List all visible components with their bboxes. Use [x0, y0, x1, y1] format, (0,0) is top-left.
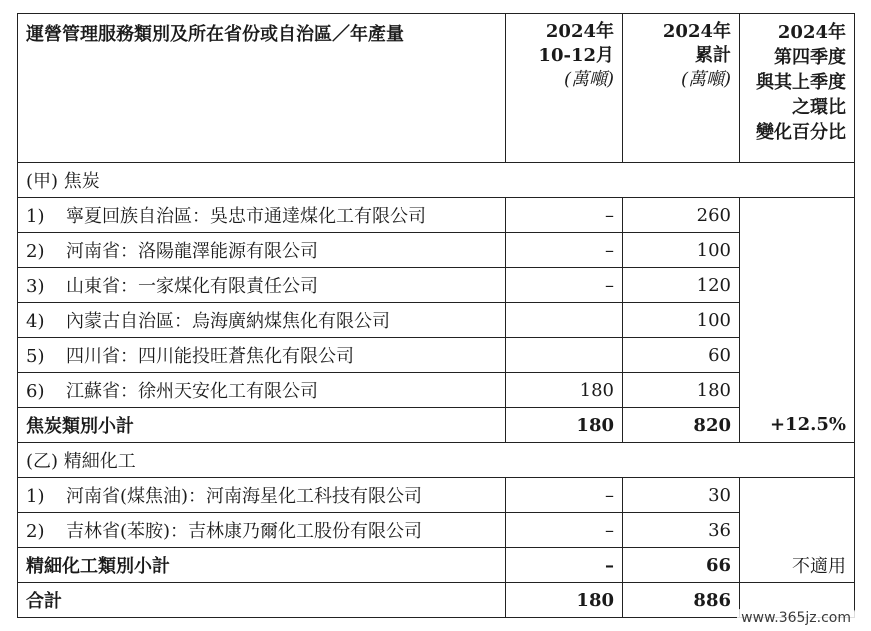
subtotal-label: 精細化工類別小計 — [18, 548, 506, 583]
qoq-header-line1: 2024年 — [777, 22, 846, 43]
table-row — [18, 303, 855, 338]
total-ytd-value: 886 — [623, 583, 740, 618]
row-ytd-value: 100 — [623, 233, 740, 268]
table-row — [18, 513, 855, 548]
ytd-header-period: 累計 — [695, 45, 731, 66]
q4-header-year: 2024年 — [545, 21, 614, 42]
row-label — [18, 373, 506, 408]
q4-header-unit: (萬噸) — [563, 69, 614, 90]
row-q4-value — [506, 338, 623, 373]
qoq-header-line2: 第四季度 — [774, 47, 846, 68]
subtotal-row — [18, 548, 855, 583]
row-index: 1) — [26, 486, 45, 507]
total-q4-value: 180 — [506, 583, 623, 618]
ytd-header-unit: (萬噸) — [680, 69, 731, 90]
row-name: 四川省：四川能投旺蒼焦化有限公司 — [66, 346, 354, 367]
subtotal-row — [18, 408, 855, 443]
subtotal-qoq-value: +12.5% — [740, 408, 855, 443]
row-ytd-value: 260 — [623, 198, 740, 233]
production-table — [17, 13, 855, 618]
table-row — [18, 373, 855, 408]
section-a-title-row — [18, 163, 855, 198]
total-row — [18, 583, 855, 618]
qoq-empty-cell — [740, 478, 855, 548]
row-label — [18, 303, 506, 338]
row-label — [18, 233, 506, 268]
row-label — [18, 268, 506, 303]
row-name: 寧夏回族自治區：吳忠市通達煤化工有限公司 — [66, 206, 426, 227]
subtotal-ytd-value: 820 — [623, 408, 740, 443]
row-index: 3) — [26, 276, 45, 297]
row-q4-value: – — [506, 198, 623, 233]
row-ytd-value: 30 — [623, 478, 740, 513]
row-index: 2) — [26, 241, 45, 262]
qoq-header-line5: 變化百分比 — [756, 122, 846, 143]
row-index: 2) — [26, 521, 45, 542]
row-index: 4) — [26, 311, 45, 332]
row-index: 1) — [26, 206, 45, 227]
table-row — [18, 338, 855, 373]
row-name: 河南省：洛陽龍澤能源有限公司 — [66, 241, 318, 262]
table-row — [18, 478, 855, 513]
category-column-header: 運營管理服務類別及所在省份或自治區／年產量 — [18, 14, 506, 163]
total-label: 合計 — [18, 583, 506, 618]
subtotal-ytd-value: 66 — [623, 548, 740, 583]
qoq-header-line3: 與其上季度 — [756, 72, 846, 93]
row-q4-value: – — [506, 513, 623, 548]
subtotal-label: 焦炭類別小計 — [18, 408, 506, 443]
row-name: 河南省(煤焦油)：河南海星化工科技有限公司 — [66, 486, 423, 507]
row-name: 山東省：一家煤化有限責任公司 — [66, 276, 318, 297]
watermark: www.365jz.com — [737, 609, 855, 627]
row-ytd-value: 120 — [623, 268, 740, 303]
q4-header-period: 10-12月 — [538, 45, 614, 66]
ytd-column-header — [623, 14, 740, 163]
table-row — [18, 268, 855, 303]
row-ytd-value: 36 — [623, 513, 740, 548]
subtotal-qoq-value: 不適用 — [740, 548, 855, 583]
row-label — [18, 198, 506, 233]
row-q4-value: – — [506, 478, 623, 513]
row-index: 6) — [26, 381, 45, 402]
ytd-header-year: 2024年 — [662, 21, 731, 42]
section-b-title-row — [18, 443, 855, 478]
row-ytd-value: 100 — [623, 303, 740, 338]
table-row — [18, 198, 855, 233]
row-ytd-value: 60 — [623, 338, 740, 373]
subtotal-q4-value: 180 — [506, 408, 623, 443]
section-b-title: (乙) 精細化工 — [18, 443, 855, 478]
row-index: 5) — [26, 346, 45, 367]
row-label — [18, 478, 506, 513]
table-row — [18, 233, 855, 268]
row-label — [18, 513, 506, 548]
qoq-column-header — [740, 14, 855, 163]
row-q4-value: 180 — [506, 373, 623, 408]
row-q4-value: – — [506, 268, 623, 303]
row-q4-value: – — [506, 233, 623, 268]
q4-column-header — [506, 14, 623, 163]
row-name: 內蒙古自治區：烏海廣納煤焦化有限公司 — [66, 311, 390, 332]
table-header-row — [18, 14, 855, 163]
row-name: 吉林省(苯胺)：吉林康乃爾化工股份有限公司 — [66, 521, 423, 542]
section-a-title: (甲) 焦炭 — [18, 163, 855, 198]
qoq-header-line4: 之環比 — [792, 97, 846, 118]
row-q4-value — [506, 303, 623, 338]
row-label — [18, 338, 506, 373]
subtotal-q4-value: – — [506, 548, 623, 583]
qoq-empty-cell — [740, 198, 855, 408]
row-name: 江蘇省：徐州天安化工有限公司 — [66, 381, 318, 402]
row-ytd-value: 180 — [623, 373, 740, 408]
